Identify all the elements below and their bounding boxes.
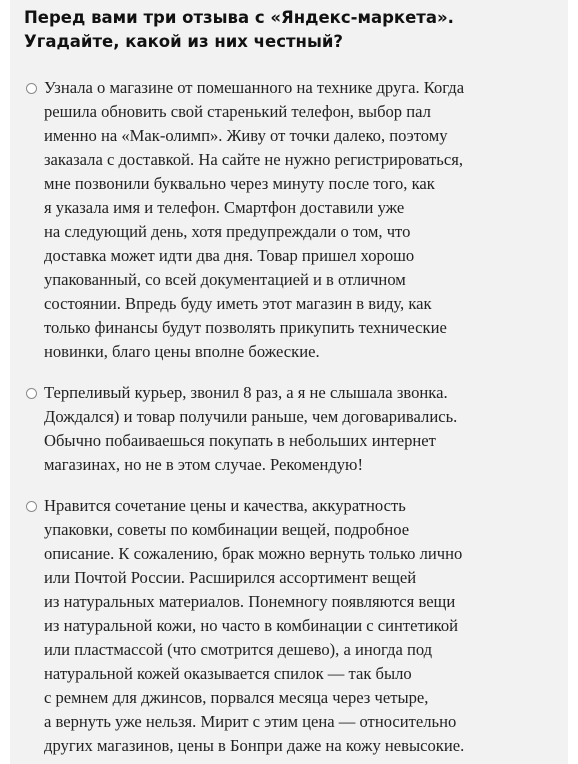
answer-option-text: Нравится сочетание цены и качества, аккуратность упаковки, советы по комбинации вещей, подробное описание. К сожалению, брак можно вернуть только лично или Почтой России. Расширился ассортимент вещей из натуральных материалов. Понемногу появляются вещи из натуральной кожи, но часто в комбинации с синтетикой или пластмассой (что смотрится дешево), а иногда под натуральной кожей оказывается спилок — так было с ремнем для джинсов, порвался месяца через четыре, а вернуть уже нельзя. Мирит с этим цена — относительно других магазинов, цены в Бонпри даже на кожу невысокие. — [44, 496, 465, 755]
answer-option-2[interactable] — [24, 381, 560, 477]
radio-button-icon[interactable] — [26, 388, 37, 399]
quiz-question: Перед вами три отзыва с «Яндекс-маркета». Угадайте, какой из них честный? — [24, 8, 454, 51]
answer-option-1[interactable] — [24, 76, 560, 364]
answer-option-text: Узнала о магазине от помешанного на технике друга. Когда решила обновить свой старенький телефон, выбор пал именно на «Мак-олимп». Живу от точки далеко, поэтому заказала с доставкой. На сайте не нужно регистрироваться, мне позвонили буквально через минуту после того, как я указала имя и телефон. Смартфон доставили уже на следующий день, хотя предупреждали о том, что доставка может идти два дня. Товар пришел хорошо упакованный, со всей документацией и в отличном состоянии. Впредь буду иметь этот магазин в виду, как только финансы будут позволять прикупить технические новинки, благо цены вполне божеские. — [44, 78, 465, 361]
answer-option-3[interactable] — [24, 494, 560, 758]
answer-option-text: Терпеливый курьер, звонил 8 раз, а я не слышала звонка. Дождался) и товар получили раньше, чем договаривались. Обычно побаиваешься покупать в небольших интернет магазинах, но не в этом случае. Рекомендую! — [44, 383, 458, 474]
quiz-card — [10, 0, 568, 764]
radio-button-icon[interactable] — [26, 83, 37, 94]
radio-button-icon[interactable] — [26, 501, 37, 512]
answer-options — [24, 76, 560, 764]
